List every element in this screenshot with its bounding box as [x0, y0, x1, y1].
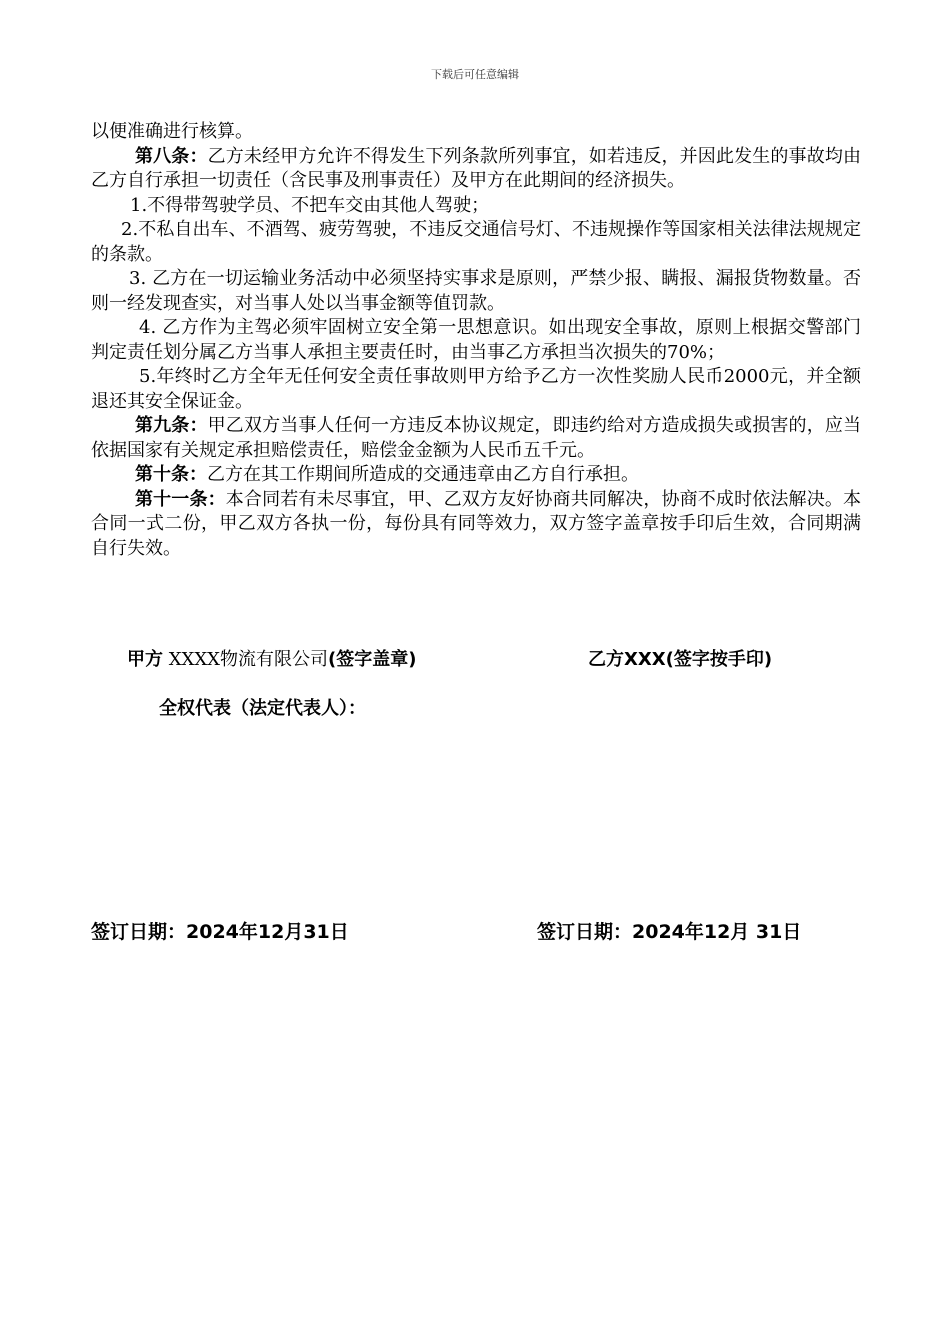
article-11-text: 本合同若有未尽事宜，甲、乙双方友好协商共同解决，协商不成时依法解决。本合同一式二份，甲乙双方各执一份，每份具有同等效力，双方签字盖章按手印后生效，合同期满自行失效。 [91, 488, 862, 559]
article-10-text: 乙方在其工作期间所造成的交通违章由乙方自行承担。 [207, 464, 639, 485]
signing-date-right: 签订日期：2024年12月 31日 [537, 921, 802, 943]
article-9-lead: 第九条： [135, 415, 208, 436]
article-8-text: 乙方未经甲方允许不得发生下列条款所列事宜，如若违反，并因此发生的事故均由乙方自行承担一切责任（含民事及刑事责任）及甲方在此期间的经济损失。 [91, 145, 862, 191]
signing-date-left: 签订日期：2024年12月31日 [91, 921, 349, 943]
article-8-item-4: 4. 乙方作为主驾必须牢固树立安全第一思想意识。如出现安全事故，原则上根据交警部门判定责任划分属乙方当事人承担主要责任时，由当事乙方承担当次损失的70%； [91, 317, 861, 363]
legal-representative-line: 全权代表（法定代表人）： [159, 698, 366, 719]
party-a-label: 甲方 [127, 649, 163, 670]
article-8-lead: 第八条： [135, 145, 208, 167]
article-8-item-5: 5.年终时乙方全年无任何安全责任事故则甲方给予乙方一次性奖励人民币2000元，并全额退还其安全保证金。 [91, 366, 861, 412]
article-11 [91, 488, 861, 562]
article-8-item-2: 2.不私自出车、不酒驾、疲劳驾驶，不违反交通信号灯、不违规操作等国家相关法律法规规定的条款。 [91, 219, 861, 265]
party-a-signature [127, 648, 416, 672]
contract-body [91, 120, 861, 561]
article-8-item-3: 3. 乙方在一切运输业务活动中必须坚持实事求是原则，严禁少报、瞒报、漏报货物数量。否则一经发现查实，对当事人处以当事金额等值罚款。 [91, 268, 861, 314]
article-10-lead: 第十条： [135, 464, 207, 485]
party-b-signature: 乙方XXX(签字按手印) [588, 649, 773, 670]
article-8-item-1: 1.不得带驾驶学员、不把车交由其他人驾驶； [130, 194, 490, 216]
party-a-note: (签字盖章) [327, 649, 417, 670]
page-header-note: 下载后可任意编辑 [431, 68, 519, 81]
article-10 [91, 463, 861, 488]
party-a-name: XXXX物流有限公司 [163, 649, 328, 670]
article-11-lead: 第十一条： [135, 488, 226, 510]
clause-continuation: 以便准确进行核算。 [91, 121, 253, 142]
article-9-text: 甲乙双方当事人任何一方违反本协议规定，即违约给对方造成损失或损害的，应当依据国家有关规定承担赔偿责任，赔偿金金额为人民币五千元。 [91, 415, 862, 461]
article-8 [91, 145, 861, 194]
article-9 [91, 414, 861, 463]
